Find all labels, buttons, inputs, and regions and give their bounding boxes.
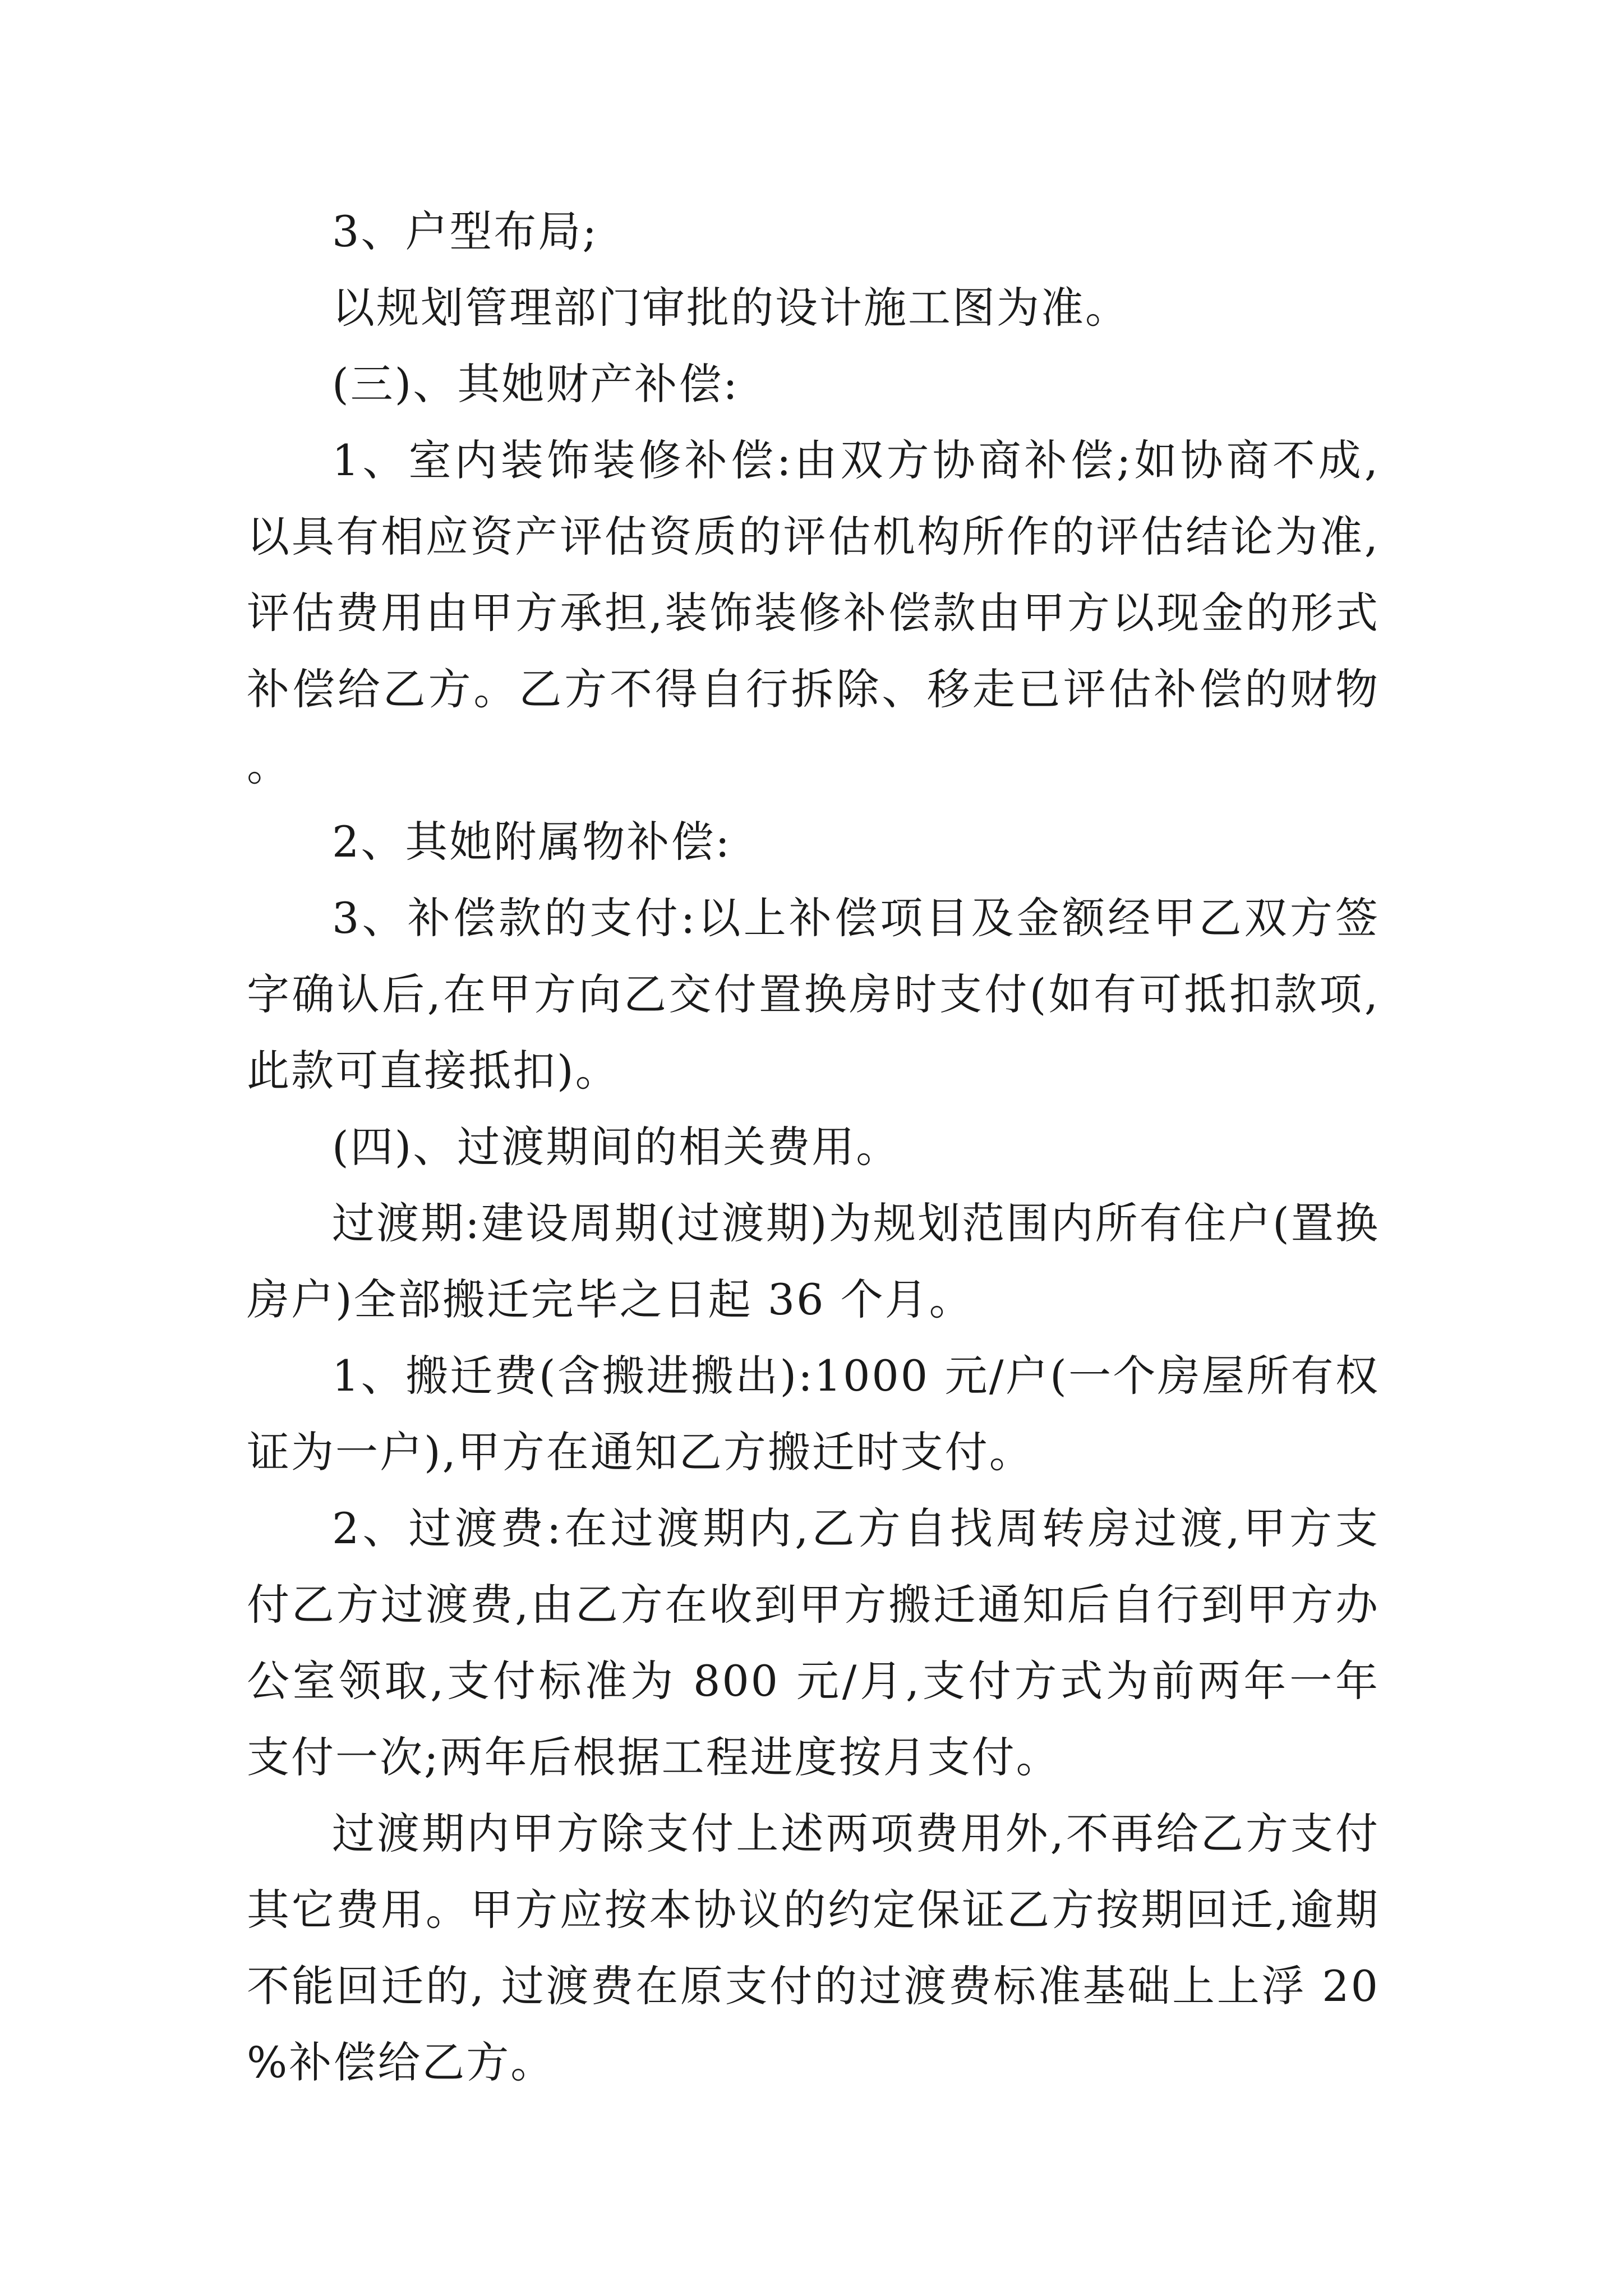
paragraph-house-layout: 3、户型布局; [332, 206, 598, 256]
paragraph-transition-fee: 2、过渡费:在过渡期内,乙方自找周转房过渡,甲方支付乙方过渡费,由乙方在收到甲方搬迁通知后自行到甲方办公室领取,支付标准为 800 元/月,支付方式为前两年一年支付一次;两年后根据工程进度按月支付。 [247, 1503, 1380, 1782]
paragraph-overdue-return: 过渡期内甲方除支付上述两项费用外,不再给乙方支付其它费用。甲方应按本协议的约定保证乙方按期回迁,逾期不能回迁的, 过渡费在原支付的过渡费标准基础上上浮 20%补偿给乙方。 [247, 1809, 1380, 2087]
paragraph-design-drawing-basis: 以规划管理部门审批的设计施工图为准。 [332, 283, 1129, 333]
paragraph-relocation-fee: 1、搬迁费(含搬进搬出):1000 元/户(一个房屋所有权证为一户),甲方在通知乙方搬迁时支付。 [247, 1351, 1380, 1477]
document-body [247, 194, 1380, 2101]
paragraph-transition-period: 过渡期:建设周期(过渡期)为规划范围内所有住户(置换房户)全部搬迁完毕之日起 36 个月。 [247, 1198, 1380, 1324]
section-heading-transition-costs: (四)、过渡期间的相关费用。 [332, 1122, 901, 1172]
paragraph-compensation-payment: 3、补偿款的支付:以上补偿项目及金额经甲乙双方签字确认后,在甲方向乙交付置换房时支付(如有可抵扣款项,此款可直接抵扣)。 [247, 893, 1380, 1096]
paragraph-attachment-compensation: 2、其她附属物补偿: [332, 817, 731, 867]
paragraph-decoration-compensation: 1、室内装饰装修补偿:由双方协商补偿;如协商不成,以具有相应资产评估资质的评估机构所作的评估结论为准,评估费用由甲方承担,装饰装修补偿款由甲方以现金的形式补偿给乙方。乙方不得自行拆除、移走已评估补偿的财物。 [247, 435, 1380, 790]
section-heading-other-property-compensation: (三)、其她财产补偿: [332, 359, 739, 409]
